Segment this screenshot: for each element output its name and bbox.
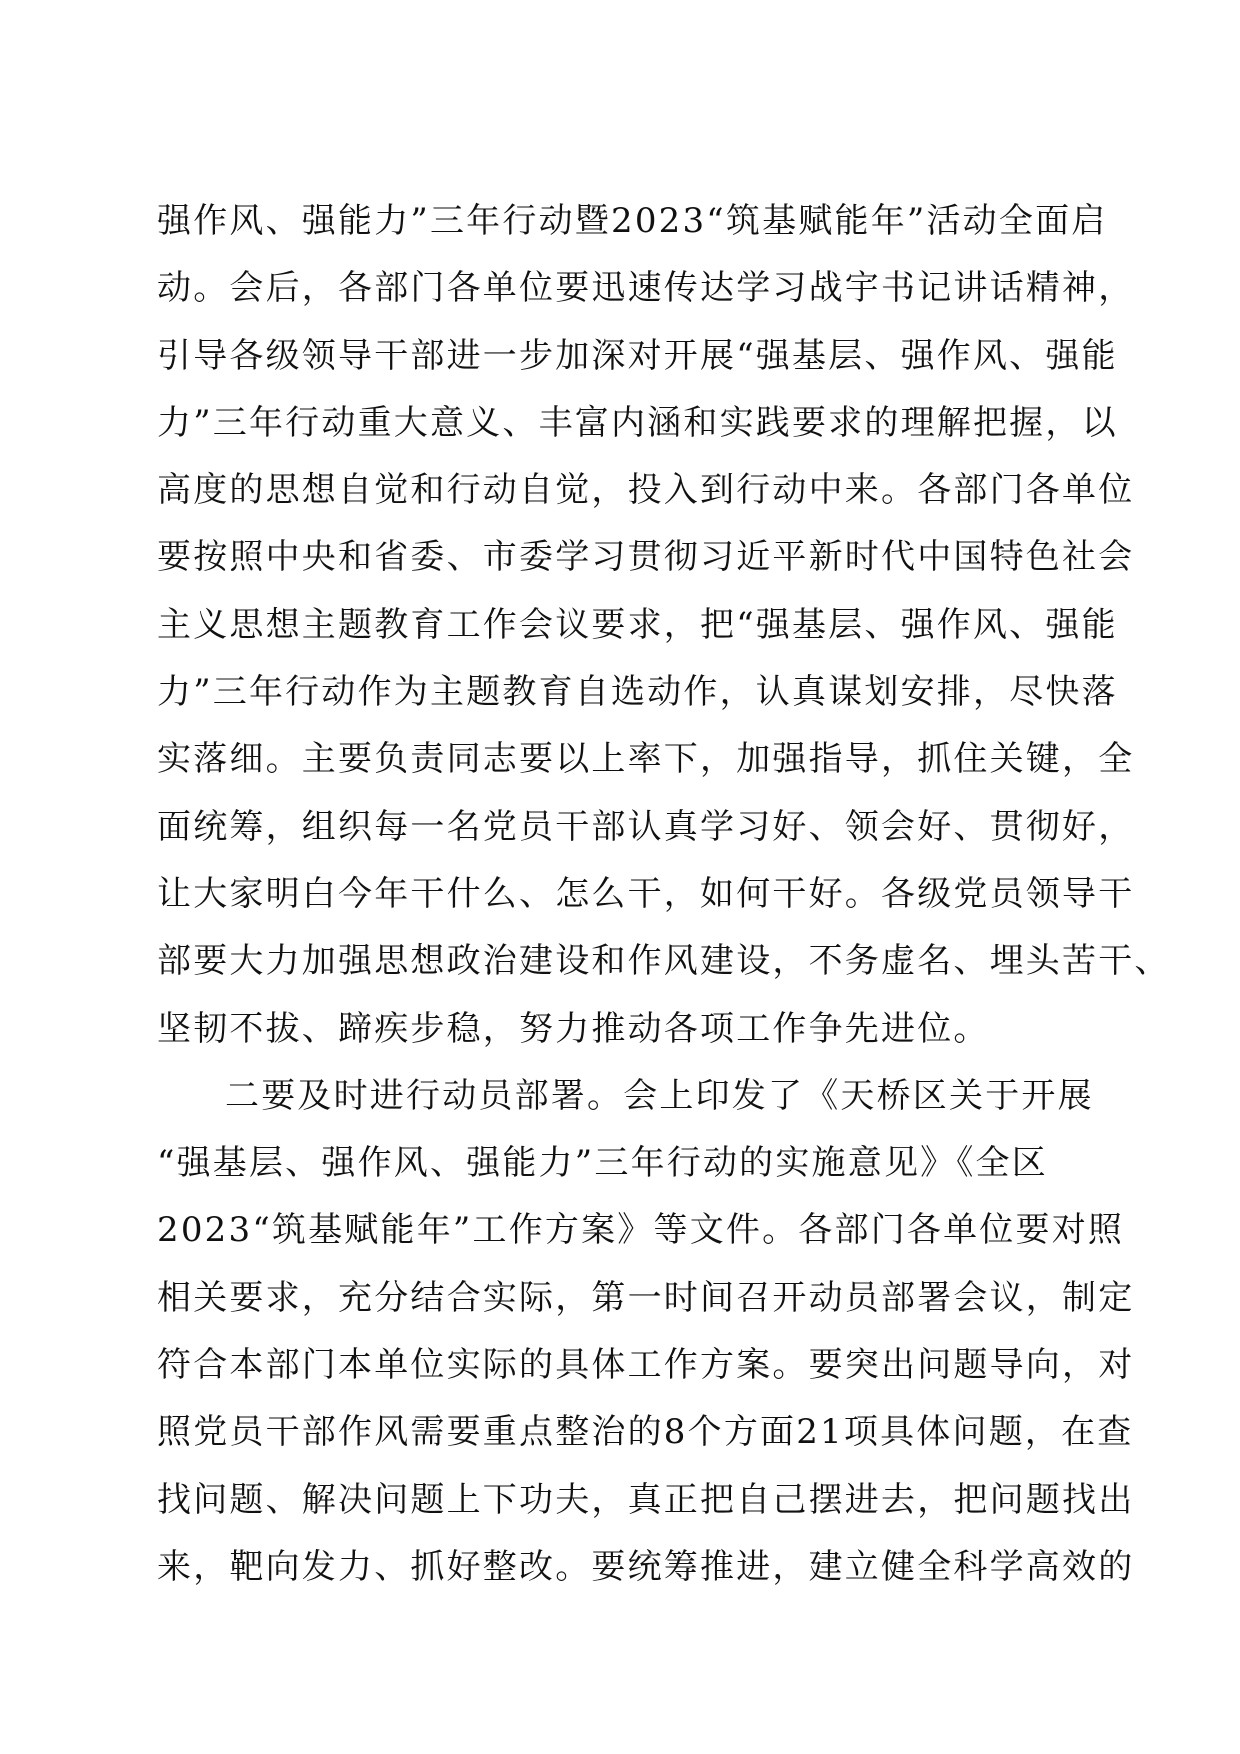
document-body: [157, 188, 1171, 1601]
text-line: 强作风、强能力”三年行动暨2023“筑基赋能年”活动全面启: [157, 201, 1108, 241]
text-line: 让大家明白今年干什么、怎么干，如何干好。各级党员领导干: [157, 873, 1135, 914]
text-line: 高度的思想自觉和行动自觉，投入到行动中来。各部门各单位: [157, 470, 1135, 511]
text-line: 二要及时进行动员部署。会上印发了《天桥区关于开展: [225, 1075, 1094, 1116]
text-line: “强基层、强作风、强能力”三年行动的实施意见》《全区: [157, 1143, 1048, 1184]
text-line: 力”三年行动作为主题教育自选动作，认真谋划安排，尽快落: [157, 672, 1118, 713]
text-line: 符合本部门本单位实际的具体工作方案。要突出问题导向，对: [157, 1345, 1135, 1386]
text-line: 要按照中央和省委、市委学习贯彻习近平新时代中国特色社会: [157, 537, 1135, 578]
text-line: 坚韧不拔、蹄疾步稳，努力推动各项工作争先进位。: [157, 1008, 990, 1049]
text-line: 力”三年行动重大意义、丰富内涵和实践要求的理解把握，以: [157, 402, 1118, 443]
text-line: 引导各级领导干部进一步加深对开展“强基层、强作风、强能: [157, 335, 1118, 376]
text-line: 主义思想主题教育工作会议要求，把“强基层、强作风、强能: [157, 604, 1118, 645]
paragraph-1: [157, 188, 1171, 1063]
text-line: 动。会后，各部门各单位要迅速传达学习战宇书记讲话精神，: [157, 268, 1135, 309]
paragraph-2: [157, 1063, 1135, 1601]
text-line: 实落细。主要负责同志要以上率下，加强指导，抓住关键，全: [157, 739, 1135, 780]
text-line: 2023“筑基赋能年”工作方案》等文件。各部门各单位要对照: [157, 1210, 1125, 1251]
text-line: 来，靶向发力、抓好整改。要统筹推进，建立健全科学高效的: [157, 1546, 1135, 1587]
text-line: 相关要求，充分结合实际，第一时间召开动员部署会议，制定: [157, 1277, 1135, 1318]
text-line: 找问题、解决问题上下功夫，真正把自己摆进去，把问题找出: [157, 1479, 1135, 1520]
text-line: 面统筹，组织每一名党员干部认真学习好、领会好、贯彻好，: [157, 806, 1135, 847]
text-line: 部要大力加强思想政治建设和作风建设，不务虚名、埋头苦干、: [157, 941, 1171, 982]
text-line: 照党员干部作风需要重点整治的8个方面21项具体问题，在查: [157, 1412, 1134, 1453]
